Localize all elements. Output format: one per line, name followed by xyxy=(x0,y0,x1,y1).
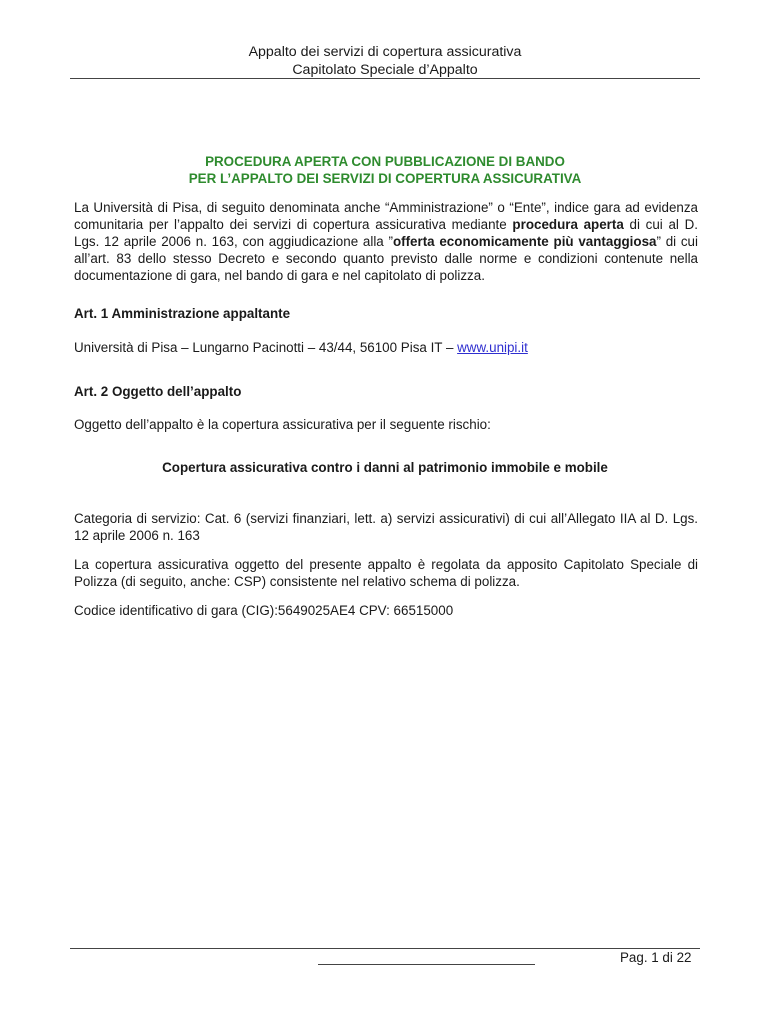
tender-codes: Codice identificativo di gara (CIG):5649025AE4 CPV: 66515000 xyxy=(74,603,454,618)
page-header xyxy=(70,43,700,79)
policy-regulation: La copertura assicurativa oggetto del presente appalto è regolata da apposito Capitolato Speciale di Polizza (di seguito, anche: CSP) consistente nel relativo schema di polizza. xyxy=(74,557,698,589)
intro-bold-offer: offerta economicamente più vantaggiosa xyxy=(392,234,657,249)
header-line-2: Capitolato Speciale d’Appalto xyxy=(292,62,478,78)
intro-paragraph xyxy=(74,199,698,284)
art2-intro: Oggetto dell’appalto è la copertura assicurativa per il seguente rischio: xyxy=(74,417,491,432)
footer-divider xyxy=(70,948,700,949)
page-number: Pag. 1 di 22 xyxy=(620,950,692,965)
header-divider xyxy=(70,78,700,79)
intro-text-2: di cui al D. Lgs. 12 aprile 2006 n. 163, con aggiudicazione alla ” xyxy=(74,217,698,249)
website-link[interactable]: www.unipi.it xyxy=(457,340,528,355)
art1-heading: Art. 1 Amministrazione appaltante xyxy=(74,306,291,321)
art1-address: Università di Pisa – Lungarno Pacinotti – 43/44, 56100 Pisa IT – xyxy=(74,340,458,355)
title-line-1: PROCEDURA APERTA CON PUBBLICAZIONE DI BANDO xyxy=(205,154,565,169)
intro-text-1: La Università di Pisa, di seguito denominata anche “Amministrazione” o “Ente”, indice gara ad evidenza comunitaria per l’appalto dei servizi di copertura assicurativa mediante xyxy=(74,200,698,232)
service-category: Categoria di servizio: Cat. 6 (servizi finanziari, lett. a) servizi assicurativi) di cui all’Allegato IIA al D. Lgs. 12 aprile 2006 n. 163 xyxy=(74,511,698,543)
header-line-1: Appalto dei servizi di copertura assicurativa xyxy=(248,44,522,60)
intro-text-3: ” di cui all’art. 83 dello stesso Decreto e secondo quanto previsto dalle norme e condizioni contenute nella documentazione di gara, nel bando di gara e nel capitolato di polizza. xyxy=(74,234,698,283)
art2-heading: Art. 2 Oggetto dell’appalto xyxy=(74,384,242,399)
intro-bold-procedure: procedura aperta xyxy=(512,217,624,232)
art1-paragraph xyxy=(74,339,698,356)
footer-signature-line xyxy=(318,964,535,965)
coverage-title: Copertura assicurativa contro i danni al patrimonio immobile e mobile xyxy=(162,460,608,475)
title-line-2: PER L’APPALTO DEI SERVIZI DI COPERTURA ASSICURATIVA xyxy=(188,171,582,186)
document-title xyxy=(70,153,700,187)
